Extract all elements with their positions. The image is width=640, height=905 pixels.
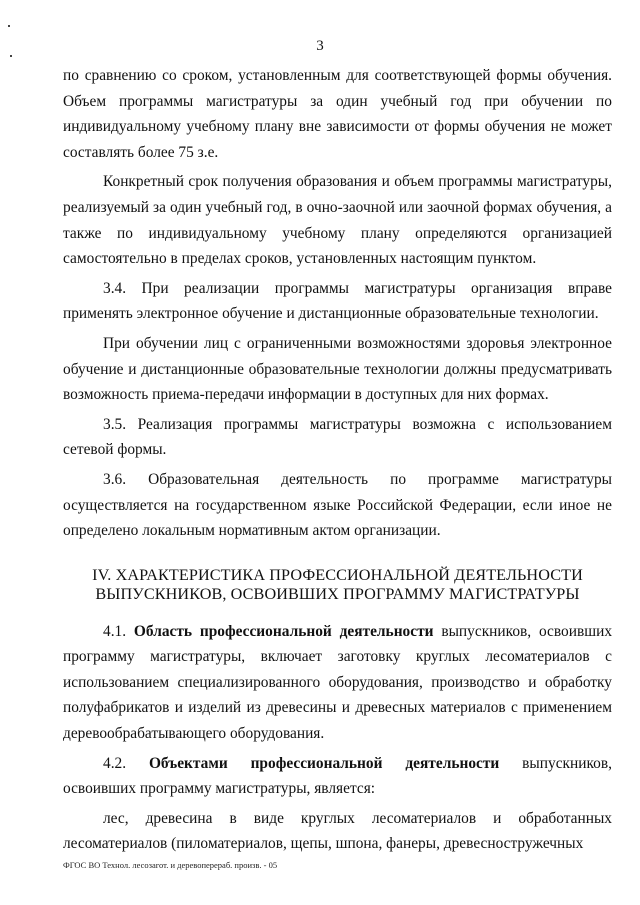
section-heading xyxy=(63,566,612,604)
paragraph-4-2-text: выпускников, освоивших программу магистратуры, является: xyxy=(63,754,612,798)
paragraph-4-1-term: Область профессиональной деятельности xyxy=(133,622,434,640)
paragraph-disabilities: При обучении лиц с ограниченными возможностями здоровья электронное обучение и дистанционные образовательные технологии должны предусматривать возможность приема-передачи информации в доступных для них формах. xyxy=(63,334,612,404)
paragraph-term-volume: Конкретный срок получения образования и объем программы магистратуры, реализуемый за один учебный год, в очно-заочной или заочной формах обучения, а также по индивидуальному учебному плану определяются организацией самостоятельно в пределах сроков, установленных настоящим пунктом. xyxy=(63,173,612,268)
page-number: 3 xyxy=(316,38,324,54)
paragraph-3-5: 3.5. Реализация программы магистратуры возможна с использованием сетевой формы. xyxy=(63,415,612,459)
paragraph-4-2 xyxy=(63,751,612,802)
page-footer: ФГОС ВО Технол. лесозагот. и деревоперераб. произв. - 05 xyxy=(63,860,278,870)
paragraph-3-6: 3.6. Образовательная деятельность по программе магистратуры осуществляется на государственном языке Российской Федерации, если иное не определено локальным нормативным актом организации. xyxy=(63,470,612,540)
paragraph-4-2-number: 4.2. xyxy=(103,754,149,772)
scan-mark xyxy=(10,55,12,57)
paragraph-4-2-item: лес, древесина в виде круглых лесоматериалов и обработанных лесоматериалов (пиломатериалов, щепы, шпона, фанеры, древесностружечных xyxy=(63,809,612,853)
document-body xyxy=(63,63,612,857)
paragraph-3-4: 3.4. При реализации программы магистратуры организация вправе применять электронное обучение и дистанционные образовательные технологии. xyxy=(63,279,612,323)
paragraph-4-2-term: Объектами профессиональной деятельности xyxy=(148,754,500,772)
section-heading-line-2: ВЫПУСКНИКОВ, ОСВОИВШИХ ПРОГРАММУ МАГИСТРАТУРЫ xyxy=(95,584,580,603)
paragraph-4-1-number: 4.1. xyxy=(103,622,134,640)
scan-mark xyxy=(8,25,10,27)
paragraph-4-1-text: выпускников, освоивших программу магистратуры, включает заготовку круглых лесоматериалов с использованием специализированного оборудования, производство и обработку полуфабрикатов и изделий из древесины и древесных материалов с применением деревообрабатывающего оборудования. xyxy=(63,622,613,743)
paragraph-4-1 xyxy=(63,619,612,747)
paragraph-continuation: по сравнению со сроком, установленным для соответствующей формы обучения. Объем программы магистратуры за один учебный год при обучении по индивидуальному учебному плану вне зависимости от формы обучения не может составлять более 75 з.е. xyxy=(63,67,612,161)
section-heading-line-1: IV. ХАРАКТЕРИСТИКА ПРОФЕССИОНАЛЬНОЙ ДЕЯТЕЛЬНОСТИ xyxy=(92,565,583,584)
